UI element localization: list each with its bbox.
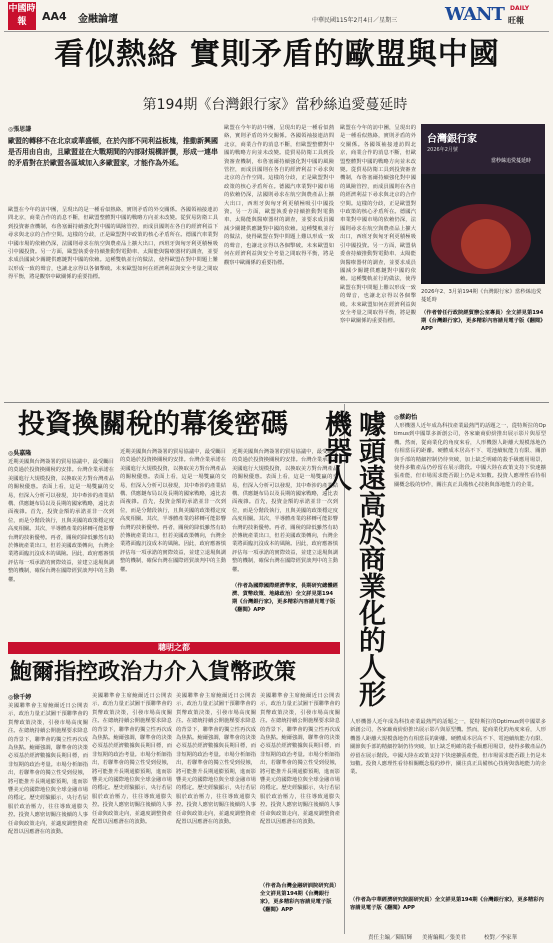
logo: 中國時報 xyxy=(8,2,36,30)
book-cover xyxy=(421,124,545,284)
article4-banner xyxy=(8,642,340,654)
article2-body-col1: 近期美國與台灣簽署的貿易協議中，最受矚目的莫過於投資換關稅的安排。台灣企業承諾在美國進行大規模投資，以換取美方對台灣產品的關稅優惠。表面上看，這是一場雙贏的交易，但深入分析可以發現，其中牽涉的產業結構、供應鏈布局以及長期的國家戰略，遠比表面複雜。首先，投資金額的承諾並非一次到位，而是分階段執行，且與美國的政策穩定度高度相關。其次，半導體產業的移轉可能影響台灣的技術優勢。再者，關稅的降低雖然有助於傳統產業出口，但若美國政策轉向，台灣企業將面臨沉沒成本的風險。因此，政府應審慎評估每一項承諾的實際效益，並建立退場與調整的機制，確保台灣在國際經貿談判中的主動權。 xyxy=(8,459,114,583)
lead-credit: （作者曾任行政院經貿辦公室專員）全文詳見第194期《台灣銀行家》，更多精彩內容請見電子版《翻閱》APP xyxy=(421,310,544,332)
lead-title: 看似熱絡 實則矛盾的歐盟與中國 xyxy=(54,37,500,72)
article4-body-col1: 美國聯準會主席鮑爾近日公開表示，政治力量正試圖干預聯準會的貨幣政策決策，引發市場高度關注。在總統持續公開施壓要求降息的背景下，聯準會的獨立性再次成為焦點。鮑爾強調，聯準會的決策必須基於經濟數據與長期目標，而非短期的政治考量。市場分析師指出，若聯準會的獨立性受到侵蝕，將可能推升長期通膨預期，進而影響美元的國際地位與全球金融市場的穩定。歷史經驗顯示，央行若屈服於政治壓力，往往導致通膨失控。投資人應密切關注後續的人事任命與政策走向，並適度調整資產配置以因應潛在的波動。 xyxy=(8,703,88,836)
article2-body-col3: 近期美國與台灣簽署的貿易協議中，最受矚目的莫過於投資換關稅的安排。台灣企業承諾在美國進行大規模投資，以換取美方對台灣產品的關稅優惠。表面上看，這是一場雙贏的交易，但深入分析可以發現，其中牽涉的產業結構、供應鏈布局以及長期的國家戰略，遠比表面複雜。首先，投資金額的承諾並非一次到位，而是分階段執行，且與美國的政策穩定度高度相關。其次，半導體產業的移轉可能影響台灣的技術優勢。再者，關稅的降低雖然有助於傳統產業出口，但若美國政策轉向，台灣企業將面臨沉沒成本的風險。因此，政府應審慎評估每一項承諾的實際效益，並建立退場與調整的機制，確保台灣在國際經貿談判中的主動權。 xyxy=(232,449,338,573)
cover-title: 台灣銀行家 xyxy=(427,134,477,145)
cover-caption: 2026年2、3月第194期《台灣銀行家》當秒絲追愛蔓延時 xyxy=(421,289,542,303)
lead-body-col2: 歐盟在今年的訪中團，呈現出的是一種看似熱絡，實則矛盾的外交關係。各國領袖接連訪問北京，商業合作的消息不斷，但歐盟整體對中國的戰略方向並未改變。從貿易防衛工具到投資審查機制，布魯塞爾持續強化對中國的風險管控，而成員國則在各自的經濟利益下尋求與北京的合作空間。這樣的分歧，正是歐盟對中政策的核心矛盾所在。德國汽車業對中國市場的依賴仍深，法國則尋求在航空與農產品上擴大出口，西班牙與匈牙利更積極吸引中國投資。另一方面，歐盟執委會持續推動對電動車、太陽能與醫療器材的調查，並要求成員國減少關鍵供應鏈對中國的依賴。這種雙軌並行的做法，使得歐盟在對中問題上難以形成一致的聲音，也讓北京得以各個擊破。未來歐盟如何在經濟利益與安全考量之間取得平衡，將是觀察中歐關係的重要指標。 xyxy=(224,125,334,266)
article2-title: 投資換關稅的幕後密碼 xyxy=(18,409,288,440)
article2-body-col2: 近期美國與台灣簽署的貿易協議中，最受矚目的莫過於投資換關稅的安排。台灣企業承諾在美國進行大規模投資，以換取美方對台灣產品的關稅優惠。表面上看，這是一場雙贏的交易，但深入分析可以發現，其中牽涉的產業結構、供應鏈布局以及長期的國家戰略，遠比表面複雜。首先，投資金額的承諾並非一次到位，而是分階段執行，且與美國的政策穩定度高度相關。其次，半導體產業的移轉可能影響台灣的技術優勢。再者，關稅的降低雖然有助於傳統產業出口，但若美國政策轉向，台灣企業將面臨沉沒成本的風險。因此，政府應審慎評估每一項承諾的實際效益，並建立退場與調整的機制，確保台灣在國際經貿談判中的主動權。 xyxy=(120,449,226,573)
article3-credit: （作者為中華經濟研究院副研究員）全文詳見第194期《台灣銀行家》，更多精彩內容請見電子版《翻閱》APP xyxy=(350,897,544,911)
article4-body-col3: 美國聯準會主席鮑爾近日公開表示，政治力量正試圖干預聯準會的貨幣政策決策，引發市場高度關注。在總統持續公開施壓要求降息的背景下，聯準會的獨立性再次成為焦點。鮑爾強調，聯準會的決策必須基於經濟數據與長期目標，而非短期的政治考量。市場分析師指出，若聯準會的獨立性受到侵蝕，將可能推升長期通膨預期，進而影響美元的國際地位與全球金融市場的穩定。歷史經驗顯示，央行若屈服於政治壓力，往往導致通膨失控。投資人應密切關注後續的人事任命與政策走向，並適度調整資產配置以因應潛在的波動。 xyxy=(176,693,256,826)
lead-author: ◎張思謙 xyxy=(8,126,32,133)
section-name: 金融論壇 xyxy=(78,14,118,25)
lead-body-col1: 歐盟在今年的訪中團，呈現出的是一種看似熱絡，實則矛盾的外交關係。各國領袖接連訪問北京，商業合作的消息不斷，但歐盟整體對中國的戰略方向並未改變。從貿易防衛工具到投資審查機制，布魯塞爾持續強化對中國的風險管控，而成員國則在各自的經濟利益下尋求與北京的合作空間。這樣的分歧，正是歐盟對中政策的核心矛盾所在。德國汽車業對中國市場的依賴仍深，法國則尋求在航空與農產品上擴大出口，西班牙與匈牙利更積極吸引中國投資。另一方面，歐盟執委會持續推動對電動車、太陽能與醫療器材的調查，並要求成員國減少關鍵供應鏈對中國的依賴。這種雙軌並行的做法，使得歐盟在對中問題上難以形成一致的聲音，也讓北京得以各個擊破。未來歐盟如何在經濟利益與安全考量之間取得平衡，將是觀察中歐關係的重要指標。 xyxy=(8,207,218,281)
masthead xyxy=(0,0,553,34)
article4-title: 鮑爾指控政治力介入貨幣政策 xyxy=(10,659,297,685)
footer-designer: 美術編輯／張美君 xyxy=(422,935,467,941)
article4-body-col4: 美國聯準會主席鮑爾近日公開表示，政治力量正試圖干預聯準會的貨幣政策決策，引發市場高度關注。在總統持續公開施壓要求降息的背景下，聯準會的獨立性再次成為焦點。鮑爾強調，聯準會的決策必須基於經濟數據與長期目標，而非短期的政治考量。市場分析師指出，若聯準會的獨立性受到侵蝕，將可能推升長期通膨預期，進而影響美元的國際地位與全球金融市場的穩定。歷史經驗顯示，央行若屈服於政治壓力，往往導致通膨失控。投資人應密切關注後續的人事任命與政策走向，並適度調整資產配置以因應潛在的波動。 xyxy=(260,693,340,826)
cover-tag: 當秒絲追愛蔓延時 xyxy=(491,158,532,164)
article4-credit: （作者為台灣金融研訓院研究員）全文詳見第194期《台灣銀行家》，更多精彩內容請見電子版《翻閱》APP xyxy=(260,883,340,913)
article3-author: ◎蔡鈞怡 xyxy=(394,414,418,421)
footer-editor: 責任主編／陳昭輝 xyxy=(368,935,413,941)
footer-proofreader: 校對／李家華 xyxy=(484,935,518,941)
masthead-rule xyxy=(4,31,549,32)
daily-label: DAILY xyxy=(510,5,530,12)
article3-title: 噱頭遠高於商業化的人形機器人 xyxy=(320,410,385,707)
footer xyxy=(4,932,549,941)
article4-author: ◎徐千婷 xyxy=(8,694,32,701)
separator xyxy=(4,402,549,403)
lead-subtitle: 第194期《台灣銀行家》當秒絲追愛蔓延時 xyxy=(142,97,408,113)
want-cn-label: 旺報 xyxy=(508,16,524,25)
issue-date: 中華民國115年2月4日／星期三 xyxy=(312,17,398,24)
lead-body-col3: 歐盟在今年的訪中團，呈現出的是一種看似熱絡，實則矛盾的外交關係。各國領袖接連訪問北京，商業合作的消息不斷，但歐盟整體對中國的戰略方向並未改變。從貿易防衛工具到投資審查機制，布魯塞爾持續強化對中國的風險管控，而成員國則在各自的經濟利益下尋求與北京的合作空間。這樣的分歧，正是歐盟對中政策的核心矛盾所在。德國汽車業對中國市場的依賴仍深，法國則尋求在航空與農產品上擴大出口，西班牙與匈牙利更積極吸引中國投資。另一方面，歐盟執委會持續推動對電動車、太陽能與醫療器材的調查，並要求成員國減少關鍵供應鏈對中國的依賴。這種雙軌並行的做法，使得歐盟在對中問題上難以形成一致的聲音，也讓北京得以各個擊破。未來歐盟如何在經濟利益與安全考量之間取得平衡，將是觀察中歐關係的重要指標。 xyxy=(340,125,416,325)
want-wordmark: WANT xyxy=(445,4,504,25)
lead-summary: 歐盟的轉移不在北京或華盛頓，在於內部不同利益板塊，推動新興國是否用由自由，且歐盟並在大戰期間的內部財規構評價，形成一連串的矛盾對在於歐盟各區域加入多歐盟家，才能作為外延。 xyxy=(8,137,218,167)
cover-issue: 2026年2月號 xyxy=(427,147,458,153)
article4-body-col2: 美國聯準會主席鮑爾近日公開表示，政治力量正試圖干預聯準會的貨幣政策決策，引發市場高度關注。在總統持續公開施壓要求降息的背景下，聯準會的獨立性再次成為焦點。鮑爾強調，聯準會的決策必須基於經濟數據與長期目標，而非短期的政治考量。市場分析師指出，若聯準會的獨立性受到侵蝕，將可能推升長期通膨預期，進而影響美元的國際地位與全球金融市場的穩定。歷史經驗顯示，央行若屈服於政治壓力，往往導致通膨失控。投資人應密切關注後續的人事任命與政策走向，並適度調整資產配置以因應潛在的波動。 xyxy=(92,693,172,826)
article2-credit: （作者為國際國際經濟學家，長期研究總體經濟、貨幣政策、地緣政治）全文詳見第194期《台灣銀行家》，更多精彩內容請見電子版《翻閱》APP xyxy=(232,583,338,613)
page-number: AA4 xyxy=(42,10,67,23)
article3-body-bottom: 人形機器人近年成為科技產業最熱門的話題之一，從特斯拉的Optimus到中國眾多新創公司，各家廠商紛紛推出展示影片與原型機。然而，從商業化的角度來看，人形機器人距離大規模落地仍有相當長的距離。硬體成本居高不下、電池續航能力有限、關節與手部的精細控制仍待突破，加上缺乏明確的殺手級應用場景，使得多數產品仍停留在展示階段。中國大陸在政策支持下快速擴張產能，但市場需求能否跟上仍是未知數。投資人應理性看待相關概念股的炒作，關注真正具備核心技術與落地能力的企業。 xyxy=(350,719,546,776)
banner-label: 聰明之都 xyxy=(158,643,190,652)
article2-author: ◎吳嘉隆 xyxy=(8,450,32,457)
article3-body-top: 人形機器人近年成為科技產業最熱門的話題之一，從特斯拉的Optimus到中國眾多新創公司，各家廠商紛紛推出展示影片與原型機。然而，從商業化的角度來看，人形機器人距離大規模落地仍有相當長的距離。硬體成本居高不下、電池續航能力有限、關節與手部的精細控制仍待突破，加上缺乏明確的殺手級應用場景，使得多數產品仍停留在展示階段。中國大陸在政策支持下快速擴張產能，但市場需求能否跟上仍是未知數。投資人應理性看待相關概念股的炒作，關注真正具備核心技術與落地能力的企業。 xyxy=(394,423,546,488)
